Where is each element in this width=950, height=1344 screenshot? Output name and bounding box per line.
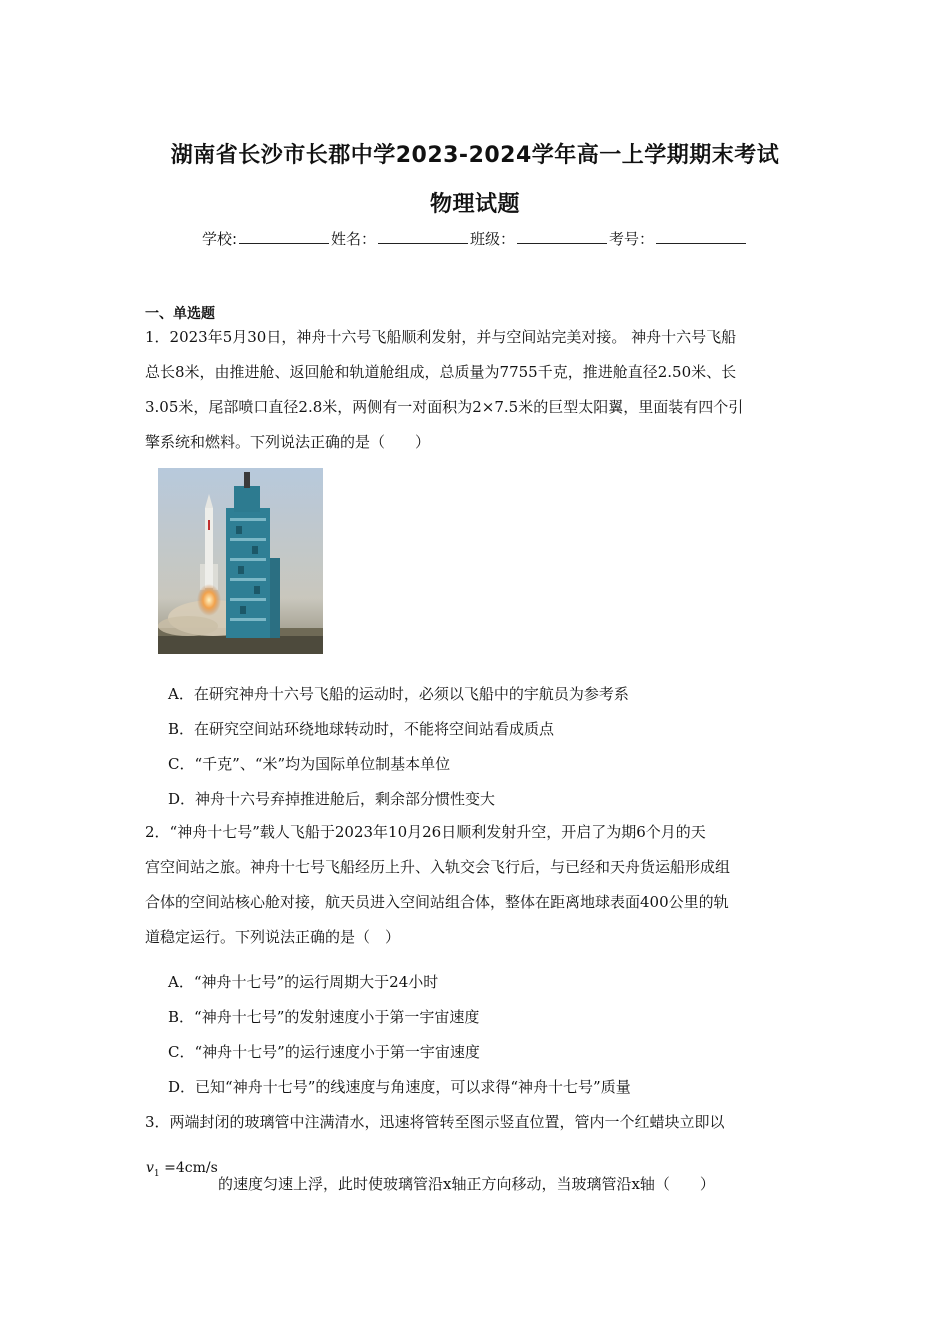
rocket-launch-photo <box>158 468 323 654</box>
question-3-stem: 3．两端封闭的玻璃管中注满清水，迅速将管转至图示竖直位置，管内一个红蜡块立即以 <box>145 1113 725 1131</box>
question-1-line: 1．2023年5月30日，神舟十六号飞船顺利发射，并与空间站完美对接。 神舟十六号飞船 <box>145 328 737 346</box>
question-2-option-b: B．“神舟十七号”的发射速度小于第一宇宙速度 <box>168 1008 480 1026</box>
question-2-option-a: A．“神舟十七号”的运行周期大于24小时 <box>168 973 439 991</box>
question-1-option-a: A．在研究神舟十六号飞船的运动时，必须以飞船中的宇航员为参考系 <box>168 685 629 703</box>
question-1-option-b: B．在研究空间站环绕地球转动时，不能将空间站看成质点 <box>168 720 555 738</box>
number-label: 考号： <box>609 230 655 248</box>
question-1-stem <box>145 320 810 460</box>
question-1-line: 擎系统和燃料。下列说法正确的是（ ） <box>145 433 431 451</box>
question-2-line: 道稳定运行。下列说法正确的是（ ） <box>145 928 401 946</box>
question-1-line: 3.05米，尾部喷口直径2.8米，两侧有一对面积为2×7.5米的巨型太阳翼，里面装有四个引 <box>145 398 744 416</box>
question-2-stem <box>145 815 810 955</box>
question-3-line: 的速度匀速上浮，此时使玻璃管沿x轴正方向移动，当玻璃管沿x轴（ ） <box>218 1175 715 1193</box>
question-2-option-c: C．“神舟十七号”的运行速度小于第一宇宙速度 <box>168 1043 480 1061</box>
school-label: 学校: <box>201 230 237 248</box>
school-blank <box>239 231 329 244</box>
formula-value: =4cm/s <box>159 1160 218 1176</box>
question-2-line: 2．“神舟十七号”载人飞船于2023年10月26日顺利发射升空，开启了为期6个月的天 <box>145 823 706 841</box>
question-1-line: 总长8米，由推进舱、返回舱和轨道舱组成，总质量为7755千克，推进舱直径2.50米、长 <box>145 363 737 381</box>
question-2-line: 合体的空间站核心舱对接，航天员进入空间站组合体，整体在距离地球表面400公里的轨 <box>145 893 729 911</box>
question-2-line: 宫空间站之旅。神舟十七号飞船经历上升、入轨交会飞行后，与已经和天舟货运船形成组 <box>145 858 731 876</box>
question-2-option-d: D．已知“神舟十七号”的线速度与角速度，可以求得“神舟十七号”质量 <box>168 1078 631 1096</box>
class-blank <box>517 231 607 244</box>
question-1-option-d: D．神舟十六号弃掉推进舱后，剩余部分惯性变大 <box>168 790 496 808</box>
formula-subscript: 1 <box>153 1168 160 1179</box>
formula-variable: v <box>146 1160 154 1176</box>
question-1-option-c: C．“千克”、“米”均为国际单位制基本单位 <box>168 755 451 773</box>
document-subtitle: 物理试题 <box>429 192 520 217</box>
velocity-formula <box>146 1160 218 1179</box>
section-title: 一、单选题 <box>145 306 215 322</box>
name-label: 姓名： <box>331 230 377 248</box>
class-label: 班级： <box>470 230 516 248</box>
name-blank <box>378 231 468 244</box>
student-info-line <box>0 228 950 249</box>
document-title: 湖南省长沙市长郡中学2023-2024学年高一上学期期末考试 <box>170 143 780 168</box>
number-blank <box>656 231 746 244</box>
